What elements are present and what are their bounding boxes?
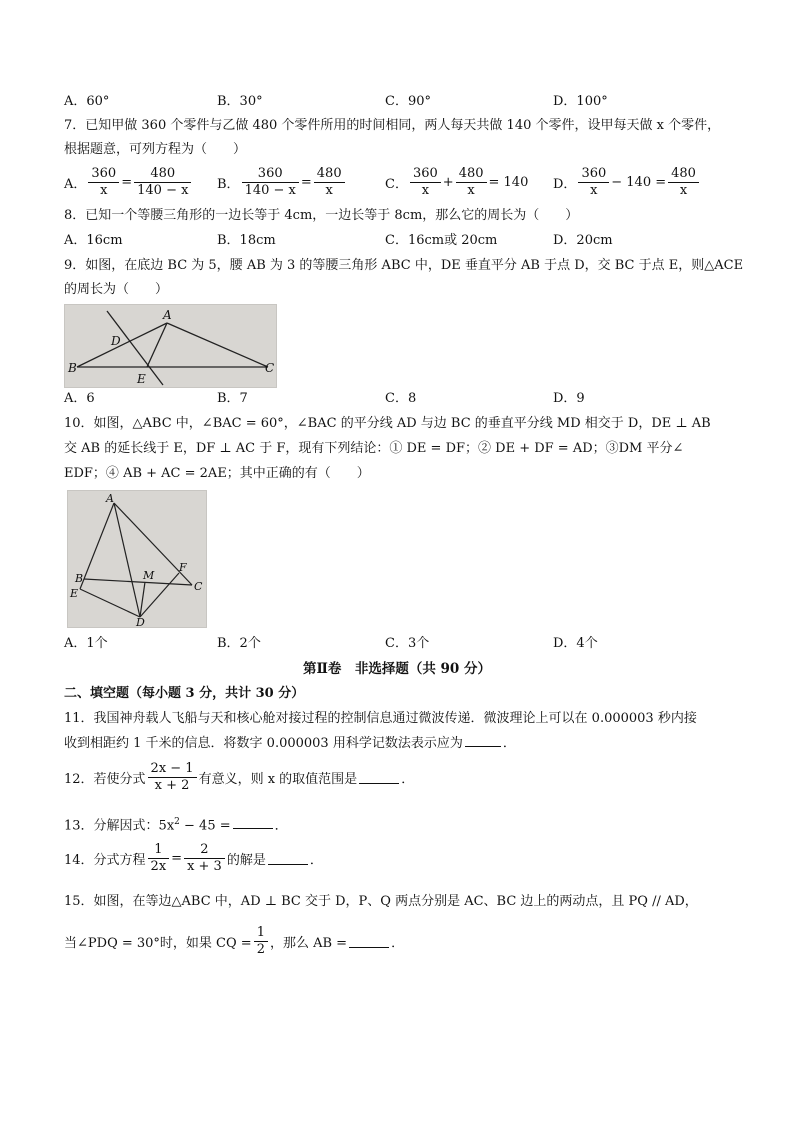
q9-triangle-diagram <box>65 305 276 387</box>
q9-label-b: B <box>68 361 77 375</box>
q10-option-b: B．2个 <box>217 636 261 651</box>
q11-stem-line2: 收到相距约 1 千米的信息．将数字 0.000003 用科学记数法表示应为 ． <box>64 736 516 751</box>
q9-stem-line2: 的周长为（ ） <box>64 282 169 297</box>
q15-answer-blank[interactable] <box>349 935 389 948</box>
q13-stem: 13．分解因式：$5x^2 - 45$ = ． <box>64 817 288 834</box>
q6-option-c: C．90° <box>385 94 431 109</box>
q15-stem-line2: 当∠PDQ = 30°时，如果 CQ = $\frac{1}{2}$ ，那么 AB = ． <box>64 924 405 957</box>
q8-option-d: D．20cm <box>553 233 613 248</box>
q10-stem-line2: 交 AB 的延长线于 E，DF ⊥ AC 于 F，现有下列结论：① DE = DF；② DE + DF = AD；③DM 平分∠ <box>64 441 684 456</box>
q15-stem-line1: 15．如图，在等边△ABC 中，AD ⊥ BC 交于 D，P、Q 两点分别是 AC、BC 边上的两动点，且 PQ // AD， <box>64 894 698 909</box>
q14-stem: 14．分式方程 $\frac{1}{2x}$ = $\frac{2}{x + 3}$ 的解是 ． <box>64 841 323 874</box>
q10-label-f: F <box>179 561 187 574</box>
q11-stem-line1: 11．我国神舟载人飞船与天和核心舱对接过程的控制信息通过微波传递．微波理论上可以在 0.000003 秒内接 <box>64 711 697 726</box>
q10-stem-line1: 10．如图，△ABC 中，∠BAC = 60°，∠BAC 的平分线 AD 与边 BC 的垂直平分线 MD 相交于 D，DE ⊥ AB <box>64 416 711 431</box>
q7-option-b: B． $\frac{360}{140 - x}$ = $\frac{480}{x}$ <box>217 162 347 202</box>
q9-option-d: D．9 <box>553 391 585 406</box>
q9-label-d: D <box>111 334 121 348</box>
q10-stem-line3: EDF；④ AB + AC = 2AE；其中正确的有（ ） <box>64 466 370 481</box>
q12-answer-blank[interactable] <box>359 771 399 784</box>
q9-option-c: C．8 <box>385 391 417 406</box>
q10-option-a: A．1个 <box>64 636 108 651</box>
q10-option-d: D．4个 <box>553 636 598 651</box>
q10-label-e: E <box>70 587 79 600</box>
q14-answer-blank[interactable] <box>268 852 308 865</box>
q8-option-a: A．16cm <box>64 233 123 248</box>
q6-option-a: A．60° <box>64 94 110 109</box>
part-heading: 二、填空题（每小题 3 分，共计 30 分） <box>64 686 305 701</box>
q10-label-b: B <box>75 572 84 585</box>
q7-option-c: C． $\frac{360}{x}$ + $\frac{480}{x}$ = 140 <box>385 165 529 198</box>
q6-option-d: D．100° <box>553 94 608 109</box>
q10-label-a: A <box>106 492 114 505</box>
q9-option-a: A．6 <box>64 391 95 406</box>
q10-option-c: C．3个 <box>385 636 430 651</box>
q10-label-m: M <box>143 569 155 582</box>
q7-stem-line2: 根据题意，可列方程为（ ） <box>64 142 247 157</box>
q7-stem-line1: 7．已知甲做 360 个零件与乙做 480 个零件所用的时间相同，两人每天共做 140 个零件，设甲每天做 x 个零件， <box>64 118 721 133</box>
q11-answer-blank[interactable] <box>465 734 501 747</box>
q10-figure <box>67 490 207 628</box>
q12-stem: 12．若使分式 $\frac{2x - 1}{x + 2}$ 有意义，则 x 的取值范围是 ． <box>64 760 415 793</box>
q10-triangle-diagram <box>68 491 206 627</box>
q9-figure <box>64 304 277 388</box>
q9-label-e: E <box>137 372 146 386</box>
q8-stem: 8．已知一个等腰三角形的一边长等于 4cm，一边长等于 8cm，那么它的周长为（ ） <box>64 208 579 223</box>
q10-label-d: D <box>136 616 145 627</box>
section-title: 第Ⅱ卷 非选择题（共 90 分） <box>302 661 492 677</box>
q10-label-c: C <box>194 580 203 593</box>
q7-option-d: D． $\frac{360}{x}$ − 140 = $\frac{480}{x}$ <box>553 162 701 202</box>
q9-option-b: B．7 <box>217 391 248 406</box>
q7-option-a: A． $\frac{360}{x}$ = $\frac{480}{140 - x}$ <box>64 162 193 202</box>
q6-option-b: B．30° <box>217 94 263 109</box>
q9-stem-line1: 9．如图，在底边 BC 为 5，腰 AB 为 3 的等腰三角形 ABC 中，DE 垂直平分 AB 于点 D，交 BC 于点 E，则△ACE <box>64 258 744 273</box>
q9-label-c: C <box>265 361 275 375</box>
q8-option-b: B．18cm <box>217 233 276 248</box>
q9-label-a: A <box>163 308 172 322</box>
q13-answer-blank[interactable] <box>233 816 273 829</box>
q8-option-c: C．16cm或 20cm <box>385 233 498 248</box>
